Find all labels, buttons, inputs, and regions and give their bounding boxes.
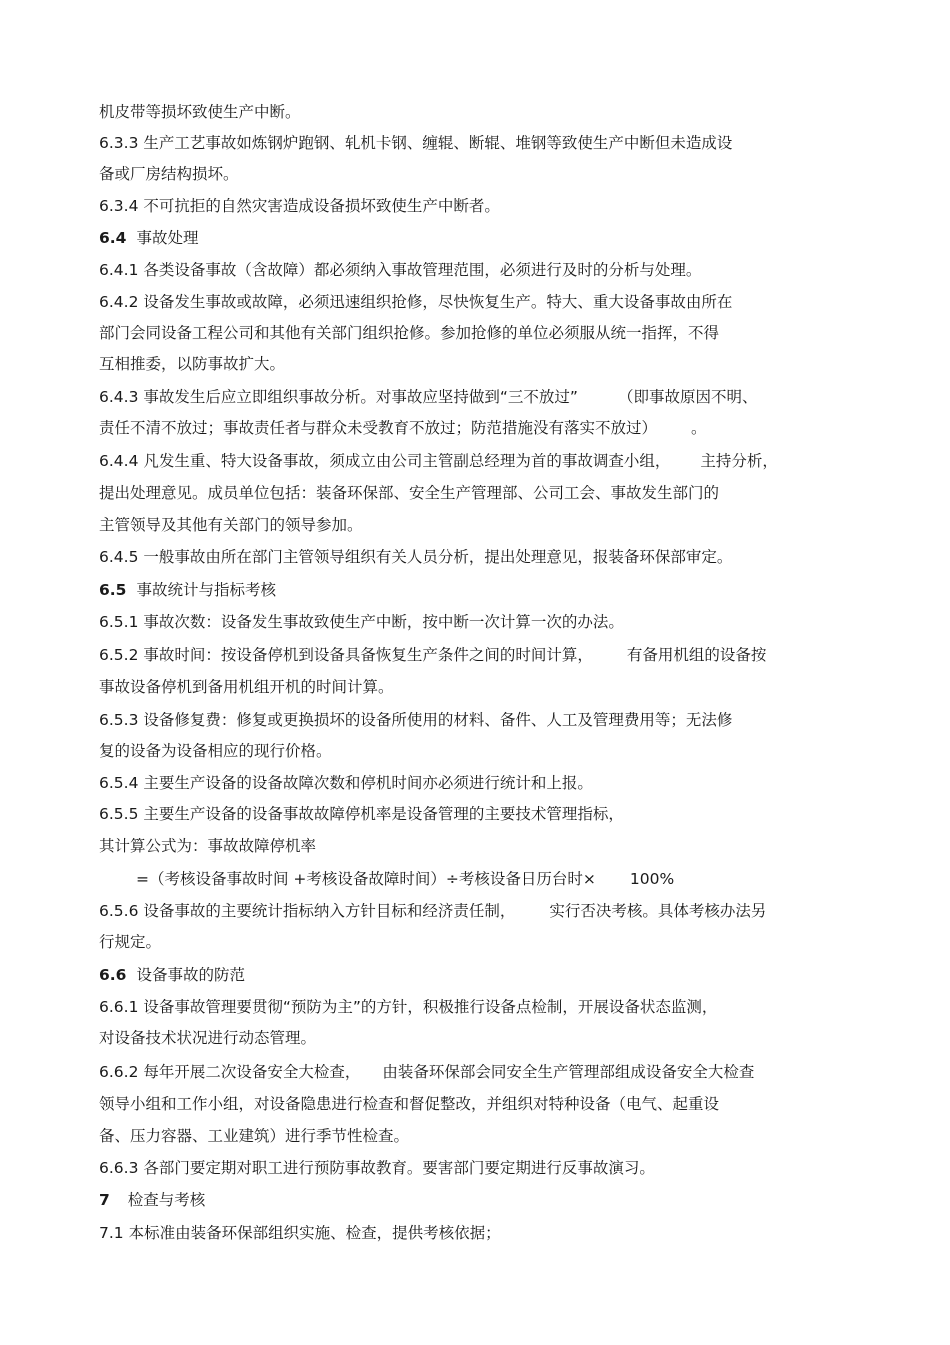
- text-line: 6.5.4 主要生产设备的设备故障次数和停机时间亦必须进行统计和上报。: [99, 774, 593, 792]
- text-segment: 有备用机组的设备按: [626, 646, 767, 664]
- section-heading-7: [99, 1189, 205, 1211]
- text-line: 提出处理意见。成员单位包括：装备环保部、安全生产管理部、公司工会、事故发生部门的: [99, 484, 720, 502]
- text-segment: 。: [691, 419, 707, 437]
- formula-line: [136, 868, 674, 890]
- text-line: 6.5.5 主要生产设备的设备事故故障停机率是设备管理的主要技术管理指标，: [99, 805, 624, 823]
- text-line: 6.4.2 设备发生事故或故障，必须迅速组织抢修，尽快恢复生产。特大、重大设备事故由所在: [99, 293, 733, 311]
- text-segment: 由装备环保部会同安全生产管理部组成设备安全大检查: [382, 1063, 755, 1081]
- text-line: 部门会同设备工程公司和其他有关部门组织抢修。参加抢修的单位必须服从统一指挥，不得: [99, 324, 720, 342]
- text-segment: 6.6.2 每年开展二次设备安全大检查，: [99, 1063, 361, 1081]
- text-line: 其计算公式为：事故故障停机率: [99, 837, 317, 855]
- text-line: [99, 1061, 754, 1083]
- text-line: [99, 417, 707, 439]
- section-number: 6.5: [99, 581, 127, 599]
- text-line: [99, 450, 778, 472]
- text-line: 6.5.3 设备修复费：修复或更换损坏的设备所使用的材料、备件、人工及管理费用等；无法修: [99, 711, 733, 729]
- section-heading-6-5: [99, 579, 276, 601]
- text-line: 机皮带等损坏致使生产中断。: [99, 103, 301, 121]
- text-segment: 6.4.3 事故发生后应立即组织事故分析。对事故应坚持做到“三不放过”: [99, 388, 578, 406]
- text-line: 主管领导及其他有关部门的领导参加。: [99, 516, 363, 534]
- text-line: [99, 386, 757, 408]
- section-heading-6-6: [99, 964, 245, 986]
- text-line: 领导小组和工作小组，对设备隐患进行检查和督促整改，并组织对特种设备（电气、起重设: [99, 1095, 720, 1113]
- text-line: 6.6.1 设备事故管理要贯彻“预防为主”的方针，积极推行设备点检制，开展设备状态监测，: [99, 998, 718, 1016]
- text-segment: 6.5.2 事故时间：按设备停机到设备具备恢复生产条件之间的时间计算，: [99, 646, 593, 664]
- section-number: 6.4: [99, 229, 127, 247]
- formula-percent: 100%: [629, 870, 675, 888]
- text-line: 复的设备为设备相应的现行价格。: [99, 742, 332, 760]
- text-line: 6.3.4 不可抗拒的自然灾害造成设备损坏致使生产中断者。: [99, 197, 500, 215]
- text-line: 7.1 本标准由装备环保部组织实施、检查，提供考核依据；: [99, 1224, 501, 1242]
- text-line: 互相推委，以防事故扩大。: [99, 355, 286, 373]
- text-line: 行规定。: [99, 933, 162, 951]
- text-line: 6.3.3 生产工艺事故如炼钢炉跑钢、轧机卡钢、缠辊、断辊、堆钢等致使生产中断但未造成设: [99, 134, 733, 152]
- text-segment: 责任不清不放过；事故责任者与群众未受教育不放过；防范措施没有落实不放过）: [99, 419, 658, 437]
- text-segment: 实行否决考核。具体考核办法另: [549, 902, 767, 920]
- section-title: 事故处理: [136, 229, 199, 247]
- text-line: 6.5.1 事故次数：设备发生事故致使生产中断，按中断一次计算一次的办法。: [99, 613, 624, 631]
- text-line: 备、压力容器、工业建筑）进行季节性检查。: [99, 1127, 410, 1145]
- text-line: 6.6.3 各部门要定期对职工进行预防事故教育。要害部门要定期进行反事故演习。: [99, 1159, 655, 1177]
- formula-text: =（考核设备事故时间 +考核设备故障时间）÷考核设备日历台时×: [136, 870, 596, 888]
- section-heading-6-4: [99, 227, 198, 249]
- text-segment: （即事故原因不明、: [617, 388, 758, 406]
- text-line: 备或厂房结构损坏。: [99, 165, 239, 183]
- text-segment: 6.4.4 凡发生重、特大设备事故，须成立由公司主管副总经理为首的事故调查小组，: [99, 452, 671, 470]
- section-number: 7: [99, 1191, 110, 1209]
- text-line: 事故设备停机到备用机组开机的时间计算。: [99, 678, 394, 696]
- text-line: 对设备技术状况进行动态管理。: [99, 1029, 317, 1047]
- section-title: 设备事故的防范: [136, 966, 245, 984]
- text-line: [99, 644, 766, 666]
- text-line: 6.4.1 各类设备事故（含故障）都必须纳入事故管理范围，必须进行及时的分析与处理。: [99, 261, 702, 279]
- text-segment: 6.5.6 设备事故的主要统计指标纳入方针目标和经济责任制，: [99, 902, 516, 920]
- section-title: 事故统计与指标考核: [136, 581, 276, 599]
- text-segment: 主持分析，: [700, 452, 778, 470]
- text-line: [99, 900, 766, 922]
- section-number: 6.6: [99, 966, 127, 984]
- section-title: 检查与考核: [127, 1191, 206, 1209]
- text-line: 6.4.5 一般事故由所在部门主管领导组织有关人员分析，提出处理意见，报装备环保部审定。: [99, 548, 733, 566]
